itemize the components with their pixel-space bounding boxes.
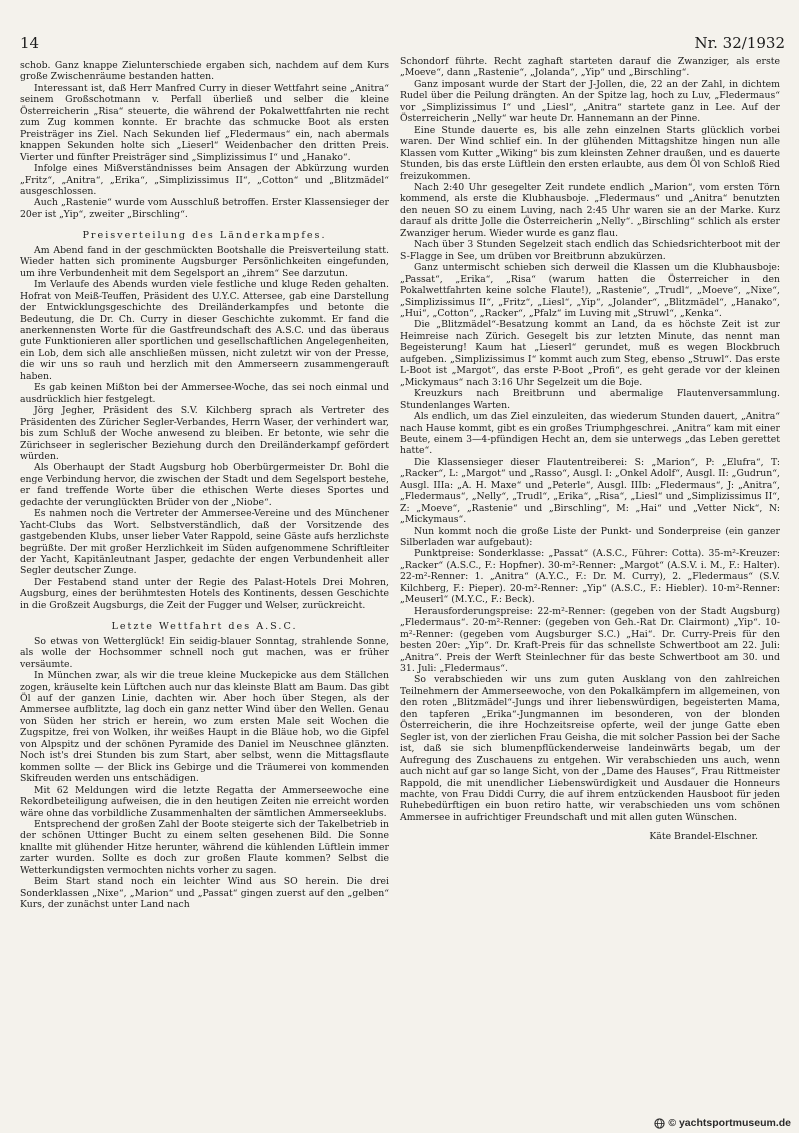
- paragraph: Die „Blitzmädel“-Besatzung kommt an Land, da es höchste Zeit ist zur Heimreise nach Zürich. Gesegelt bis zur letzten Minute, das nennt man Begeisterung! Kaum hat „Lieserl“ gerundet, muß es wegen Blockbruch aufgeben. „Simplizissimus I“ kommt auch zum Steg, ebenso „Struwl“. Das erste L-Boot ist „Margot“, das erste P-Boot „Profi“, es geht gerade vor der kleinen „Mickymaus“ nach 3:16 Uhr Segelzeit um die Boje.: [400, 319, 780, 388]
- paragraph: Herausforderungspreise: 22-m²-Renner: (gegeben von der Stadt Augsburg) „Fledermaus“. 20-m²-Renner: (gegeben von Geh.-Rat Dr. Clairmont) „Yip“. 10-m²-Renner: (gegeben vom Augsburger S.C.) „Hai“. Dr. Curry-Preis für den besten 20er: „Yip“. Dr. Kraft-Preis für das schnellste Schwertboot am 22. Juli: „Anitra“. Preis der Werft Steinlechner für das beste Schwertboot am 30. und 31. Juli: „Fledermaus“.: [400, 605, 780, 675]
- paragraph: Es nahmen noch die Vertreter der Ammersee-Vereine und des Münchener Yacht-Clubs das Wort. Selbstverständlich, daß der Vorsitzende des gastgebenden Klubs, unser lieber Vater Rappold, seine Gäste aufs herzlichste begrüßte. Der mit großer Herzlichkeit im Süden aufgenommene Schriftleiter der Yacht, Kapitänleutnant Jasper, gedachte der engen Verbundenheit aller Segler deutscher Zunge.: [20, 508, 389, 577]
- paragraph: Als Oberhaupt der Stadt Augsburg hob Oberbürgermeister Dr. Bohl die enge Verbindung hervor, die zwischen der Stadt und dem Segelsport bestehe, er fand treffende Worte über die ethischen Werte dieses Sportes und gedachte der verunglückten Brüder von der „Niobe“.: [20, 462, 389, 508]
- paragraph: In München zwar, als wir die treue kleine Muckepicke aus dem Ställchen zogen, kräuselte kein Lüftchen auch nur das kleinste Blatt am Baum. Das gibt Öl auf der ganzen Linie, dachten wir. Aber hoch über Stegen, als der Ammersee aufblitzte, lag doch ein ganz netter Wind über den Wellen. Genau von Süden her strich er herein, wo zum ersten Male seit Wochen die Zugspitze, frei von Wolken, ihr weißes Haupt in die Bläue hob, wo die Gipfel von Alpspitz und der schönen Pyramide des Daniel im Neuschnee glänzten. Noch ist's drei Stunden bis zum Start, aber selbst, wenn die Mittagsflaute kommen sollte — der Blick ins Gebirge und die Träumerei von kommenden Skifreuden werden uns entschädigen.: [20, 670, 389, 785]
- paragraph: Infolge eines Mißverständnisses beim Ansagen der Abkürzung wurden „Fritz“, „Anitra“, „Erika“, „Simplizissimus II“, „Cotton“ und „Blitzmädel“ ausgeschlossen.: [20, 163, 389, 197]
- paragraph: Die Klassensieger dieser Flautentreiberei: S: „Marion“, P: „Elufra“, T: „Racker“, L: „Margot“ und „Rasso“, Ausgl. I: „Onkel Adolf“, Ausgl. II: „Gudrun“, Ausgl. IIIa: „A. H. Maxe“ und „Peterle“, Ausgl. IIIb: „Fledermaus“, J: „Anitra“, „Fledermaus“, „Nelly“, „Trudl“, „Erika“, „Risa“, „Liesl“ und „Simplizissimus II“, Z: „Moeve“, „Rastenie“ und „Birschling“, M: „Hai“ und „Vetter Nick“, N: „Mickymaus“.: [400, 456, 780, 526]
- paragraph: Schondorf führte. Recht zaghaft starteten darauf die Zwanziger, als erste „Moeve“, dann „Rastenie“, „Jolanda“, „Yip“ und „Birschling“.: [400, 56, 780, 79]
- paragraph: Nach 2:40 Uhr gesegelter Zeit rundete endlich „Marion“, vom ersten Törn kommend, als erste die Klubhausboje. „Fledermaus“ und „Anitra“ benutzten den neuen SO zu einem Luving, nach 2:45 Uhr waren sie an der Marke. Kurz darauf als dritte Jolle die Österreicherin „Nelly“. „Birschling“ schlich als erster Zwanziger herum. Wieder wurde es ganz flau.: [400, 181, 780, 239]
- right-column: [400, 56, 780, 843]
- paragraph: Am Abend fand in der geschmückten Bootshalle die Preisverteilung statt. Wieder hatten sich prominente Augsburger Persönlichkeiten eingefunden, um ihre Verbundenheit mit dem Segelsport an „ihrem“ See darzutun.: [20, 244, 389, 279]
- page-number: 14: [20, 34, 40, 52]
- paragraph: Ganz imposant wurde der Start der J-Jollen, die, 22 an der Zahl, in dichtem Rudel über die Peilung drängten. An der Spitze lag, hoch zu Luv, „Fledermaus“ vor „Simplizissimus I“ und „Liesl“, „Anitra“ startete ganz in Lee. Auf der Österreicherin „Nelly“ war heute Dr. Hannemann an der Pinne.: [400, 78, 780, 125]
- paragraph: Eine Stunde dauerte es, bis alle zehn einzelnen Starts glücklich vorbei waren. Der Wind schlief ein. In der glühenden Mittagshitze hingen nun alle Klassen vom Kutter „Wiking“ bis zum kleinsten Zehner draußen, und es dauerte Stunden, bis das erste Lüftlein den ersten erlaubte, aus dem Öl von Schloß Ried freizukommen.: [400, 124, 780, 182]
- paragraph: Punktpreise: Sonderklasse: „Passat“ (A.S.C., Führer: Cotta). 35-m²-Kreuzer: „Racker“ (A.S.C., F.: Hopfner). 30-m²-Renner: „Margot“ (A.S.V. i. M., F.: Halter). 22-m²-Renner: 1. „Anitra“ (A.Y.C., F.: Dr. M. Curry), 2. „Fledermaus“ (S.V. Kilchberg, F.: Pieper). 20-m²-Renner: „Yip“ (A.S.C., F.: Hiebler). 10-m²-Renner: „Meuserl“ (M.Y.C., F.: Beck).: [400, 548, 780, 606]
- author-signature: Käte Brandel-Elschner.: [649, 831, 758, 843]
- watermark: [654, 1117, 791, 1129]
- paragraph: Im Verlaufe des Abends wurden viele festliche und kluge Reden gehalten. Hofrat von Meiß-Teuffen, Präsident des U.Y.C. Attersee, gab eine Darstellung der Entwicklungsgeschichte des Dreiländerkampfes und betonte die Bedeutung, die Dr. Ch. Curry in dieser Geschichte zukommt. Er fand die anerkennensten Worte für die Gastfreundschaft des A.S.C. und das überaus gute Funktionieren aller sportlichen und gesellschaftlichen Angelegenheiten, ein Lob, dem sich alle anschließen müssen, nicht zuletzt wir von der Presse, die wir uns so rauh und herzlich mit den Ammerseern zusammengerauft haben.: [20, 279, 389, 382]
- paragraph: Interessant ist, daß Herr Manfred Curry in dieser Wettfahrt seine „Anitra“ seinem Großschotmann v. Perfall überließ und selber die kleine Österreicherin „Risa“ steuerte, die während der Pokalwettfahrten nie recht zum Zug kommen konnte. Er brachte das schmucke Boot als ersten Preisträger ins Ziel. Nach Sekunden lief „Fledermaus“ ein, nach abermals knappen Sekunden holte sich „Lieserl“ Weidenbacher den dritten Preis. Vierter und fünfter Preisträger sind „Simplizissimus I“ und „Hanako“.: [20, 82, 389, 163]
- paragraph: Ganz untermischt schieben sich derweil die Klassen um die Klubhausboje: „Passat“, „Erika“, „Risa“ (warum hatten die Österreicher in den Pokalwettfahrten keine solche Flaute!), „Rastenie“, „Trudl“, „Moeve“, „Nixe“, „Simplizissimus II“, „Fritz“, „Liesl“, „Yip“, „Jolander“, „Blitzmädel“, „Hanako“, „Hui“, „Cotton“, „Racker“, „Pfalz“ im Luving mit „Struwl“, „Kenka“.: [400, 262, 780, 319]
- paragraph: schob. Ganz knappe Zielunterschiede ergaben sich, nachdem auf dem Kurs große Zwischenräume bestanden hatten.: [20, 60, 389, 83]
- paragraph: Mit 62 Meldungen wird die letzte Regatta der Ammerseewoche eine Rekordbeteiligung aufweisen, die in den heutigen Zeiten nie erreicht worden wäre ohne das vorbildliche Zusammenhalten der sämtlichen Ammerseeklubs.: [20, 784, 389, 819]
- paragraph: Entsprechend der großen Zahl der Boote steigerte sich der Takelbetrieb in der schönen Uttinger Bucht zu einem selten gesehenen Bild. Die Sonne knallte mit glühender Hitze herunter, während die kühlenden Lüftlein immer zarter wurden. Sollte es doch zur großen Flaute kommen? Selbst die Wetterkundigsten vermochten nichts vorher zu sagen.: [20, 819, 389, 876]
- issue-number: Nr. 32/1932: [694, 34, 785, 52]
- paragraph: Kreuzkurs nach Breitbrunn und abermalige Flautenversammlung. Stundenlanges Warten.: [400, 388, 780, 411]
- paragraph: Nun kommt noch die große Liste der Punkt- und Sonderpreise (ein ganzer Silberladen war aufgebaut):: [400, 525, 780, 549]
- section-heading: Preisverteilung des Länderkampfes.: [82, 230, 327, 242]
- watermark-text: © yachtsportmuseum.de: [668, 1117, 791, 1129]
- paragraph: Der Festabend stand unter der Regie des Palast-Hotels Drei Mohren, Augsburg, eines der berühmtesten Hotels des Kontinents, dessen Geschichte in die Großzeit Augsburgs, die Zeit der Fugger und Welser, zurückreicht.: [20, 576, 389, 611]
- paragraph: Auch „Rastenie“ wurde vom Ausschluß betroffen. Erster Klassensieger der 20er ist „Yip“, zweiter „Birschling“.: [20, 197, 389, 220]
- paragraph: Nach über 3 Stunden Segelzeit stach endlich das Schiedsrichterboot mit der S-Flagge in See, um drüben vor Breitbrunn abzukürzen.: [400, 239, 780, 262]
- paragraph: Beim Start stand noch ein leichter Wind aus SO herein. Die drei Sonderklassen „Nixe“, „Marion“ und „Passat“ gingen zuerst auf den „gelben“ Kurs, der zunächst unter Land nach: [20, 876, 389, 911]
- paragraph: So etwas von Wetterglück! Ein seidig-blauer Sonntag, strahlende Sonne, als wolle der Hochsommer schnell noch gut machen, was er früher versäumte.: [20, 635, 389, 670]
- left-column: [20, 60, 389, 911]
- globe-icon: [654, 1118, 665, 1129]
- paragraph: Es gab keinen Mißton bei der Ammersee-Woche, das sei noch einmal und ausdrücklich hier festgelegt.: [20, 382, 389, 405]
- paragraph: So verabschieden wir uns zum guten Ausklang von den zahlreichen Teilnehmern der Ammerseewoche, von den Pokalkämpfern im allgemeinen, von den roten „Blitzmädel“-Jungs und ihrer liebenswürdigen, begeisterten Mama, den tapferen „Erika“-Jungmannen im besonderen, von der blonden Österreicherin, die ihre Hochzeitsreise opferte, weil der junge Gatte eben Segler ist, von der zierlichen Frau Geisha, die mit solcher Passion bei der Sache ist, daß sie sich blumenpflückenderweise landeinwärts begab, um der Aufregung des Zuschauens zu entgehen. Wir verabschieden uns auch, wenn auch nicht auf gar so lange Sicht, von der „Dame des Hauses“, Frau Rittmeister Rappold, die mit unendlicher Liebenswürdigkeit und Ausdauer die Honneurs machte, von Frau Diddi Curry, die auf ihrem entzückenden Hausboot für jeden Ruhebedürftigen ein buon retiro hatte, wir verabschieden uns vom schönen Ammersee in aufrichtiger Freundschaft und mit allen guten Wünschen.: [400, 674, 780, 823]
- paragraph: Als endlich, um das Ziel einzuleiten, das wiederum Stunden dauert, „Anitra“ nach Hause kommt, gibt es ein großes Triumphgeschrei. „Anitra“ kam mit einer Beute, einem 3—4-pfündigen Hecht an, dem sie unterwegs „das Leben gerettet hatte“.: [400, 411, 780, 457]
- paragraph: Jörg Jegher, Präsident des S.V. Kilchberg sprach als Vertreter des Präsidenten des Züricher Segler-Verbandes, Herrn Waser, der verhindert war, bis zum Schluß der Woche anwesend zu bleiben. Er betonte, wie sehr die Zürichseer in seglerischer Beziehung durch den Dreiländerkampf gefördert würden.: [20, 405, 389, 462]
- section-heading: Letzte Wettfahrt des A.S.C.: [111, 621, 298, 633]
